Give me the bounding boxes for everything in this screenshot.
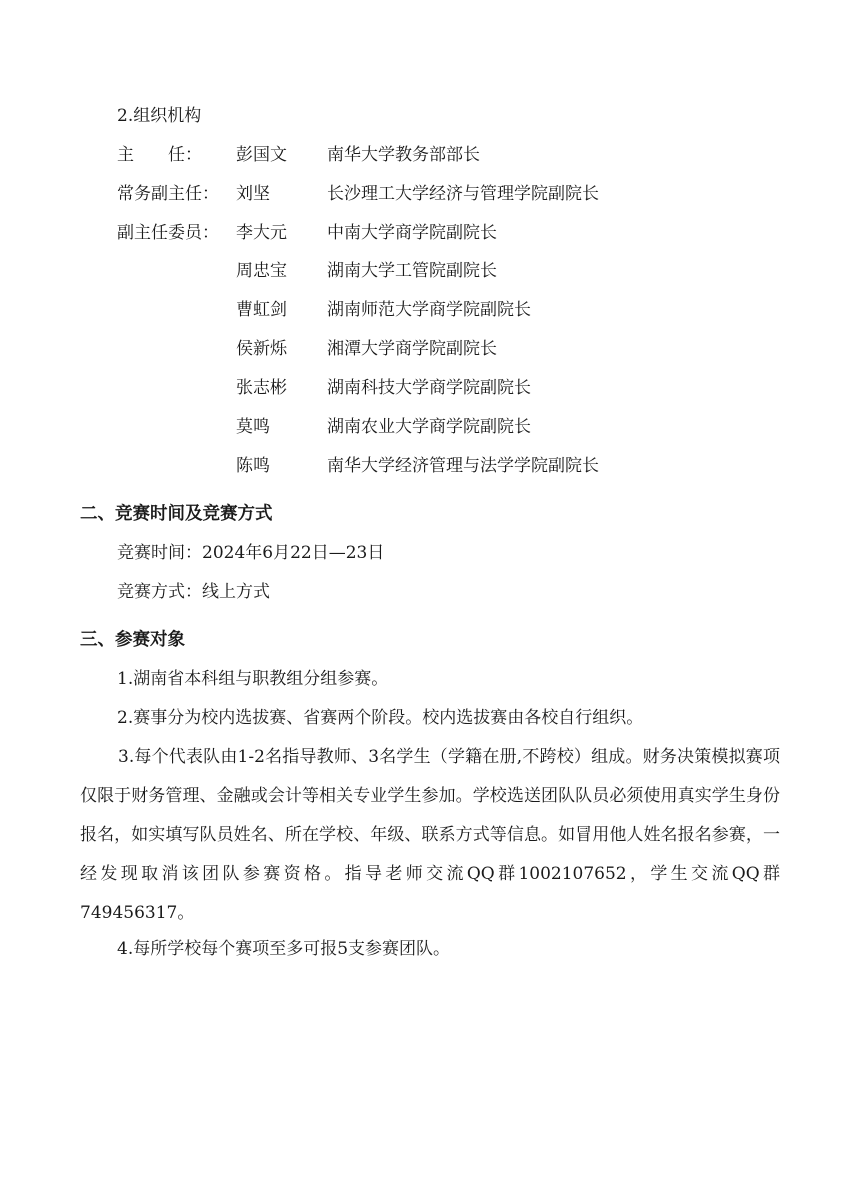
org-role: 副主任委员： xyxy=(117,223,219,243)
participants-item-4: 4.每所学校每个赛项至多可报5支参赛团队。 xyxy=(117,939,451,959)
org-title: 南华大学经济管理与法学学院副院长 xyxy=(327,456,599,476)
org-heading: 2.组织机构 xyxy=(117,106,202,126)
org-name: 彭国文 xyxy=(236,145,287,165)
org-title: 湖南农业大学商学院副院长 xyxy=(327,417,531,437)
org-name: 侯新烁 xyxy=(236,339,287,359)
competition-mode: 竞赛方式：线上方式 xyxy=(117,582,270,602)
org-title: 中南大学商学院副院长 xyxy=(327,223,497,243)
org-title: 湘潭大学商学院副院长 xyxy=(327,339,497,359)
org-title: 湖南大学工管院副院长 xyxy=(327,261,497,281)
org-role: 常务副主任： xyxy=(117,184,219,204)
org-name: 莫鸣 xyxy=(236,417,270,437)
org-role: 主 任： xyxy=(117,145,202,165)
org-title: 湖南科技大学商学院副院长 xyxy=(327,378,531,398)
org-name: 李大元 xyxy=(236,223,287,243)
section-heading-competition-time: 二、竞赛时间及竞赛方式 xyxy=(80,504,273,524)
org-title: 长沙理工大学经济与管理学院副院长 xyxy=(327,184,599,204)
org-name: 周忠宝 xyxy=(236,261,287,281)
org-name: 曹虹剑 xyxy=(236,300,287,320)
competition-time: 竞赛时间：2024年6月22日—23日 xyxy=(117,543,385,563)
org-name: 张志彬 xyxy=(236,378,287,398)
org-name: 陈鸣 xyxy=(236,456,270,476)
org-title: 湖南师范大学商学院副院长 xyxy=(327,300,531,320)
participants-item-3: 3.每个代表队由1-2名指导教师、3名学生（学籍在册,不跨校）组成。财务决策模拟赛项仅限于财务管理、金融或会计等相关专业学生参加。学校选送团队队员必须使用真实学生身份报名，如实填写队员姓名、所在学校、年级、联系方式等信息。如冒用他人姓名报名参赛，一经发现取消该团队参赛资格。指导老师交流QQ群1002107652，学生交流QQ群749456317。 xyxy=(80,747,780,923)
org-name: 刘坚 xyxy=(236,184,270,204)
section-heading-participants: 三、参赛对象 xyxy=(80,630,185,650)
org-title: 南华大学教务部部长 xyxy=(327,145,480,165)
participants-item-2: 2.赛事分为校内选拔赛、省赛两个阶段。校内选拔赛由各校自行组织。 xyxy=(117,708,644,728)
participants-item-1: 1.湖南省本科组与职教组分组参赛。 xyxy=(117,669,389,689)
